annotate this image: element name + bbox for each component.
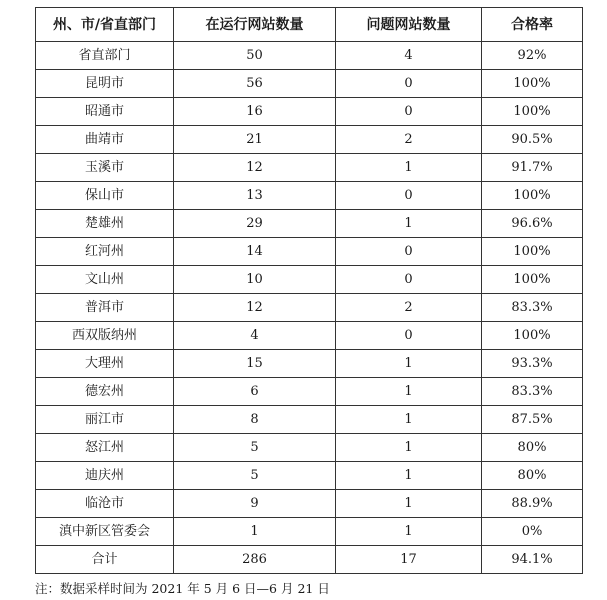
running-sites-cell: 56 [174, 70, 336, 98]
running-sites-cell: 4 [174, 322, 336, 350]
header-pass-rate: 合格率 [482, 8, 583, 42]
region-cell: 合计 [36, 546, 174, 574]
problem-sites-cell: 1 [336, 378, 482, 406]
pass-rate-cell: 80% [482, 462, 583, 490]
pass-rate-cell: 91.7% [482, 154, 583, 182]
problem-sites-cell: 0 [336, 70, 482, 98]
region-cell: 迪庆州 [36, 462, 174, 490]
running-sites-cell: 5 [174, 462, 336, 490]
header-problem-sites: 问题网站数量 [336, 8, 482, 42]
running-sites-cell: 29 [174, 210, 336, 238]
header-running-sites: 在运行网站数量 [174, 8, 336, 42]
running-sites-cell: 16 [174, 98, 336, 126]
running-sites-cell: 21 [174, 126, 336, 154]
table-row [36, 518, 583, 546]
total-row [36, 546, 583, 574]
table-row [36, 182, 583, 210]
document-page [35, 7, 582, 597]
problem-sites-cell: 2 [336, 294, 482, 322]
pass-rate-cell: 100% [482, 98, 583, 126]
problem-sites-cell: 1 [336, 210, 482, 238]
pass-rate-cell: 96.6% [482, 210, 583, 238]
region-cell: 曲靖市 [36, 126, 174, 154]
problem-sites-cell: 0 [336, 98, 482, 126]
problem-sites-cell: 1 [336, 434, 482, 462]
pass-rate-cell: 100% [482, 238, 583, 266]
region-cell: 昭通市 [36, 98, 174, 126]
table-row [36, 266, 583, 294]
problem-sites-cell: 17 [336, 546, 482, 574]
running-sites-cell: 6 [174, 378, 336, 406]
region-cell: 大理州 [36, 350, 174, 378]
pass-rate-cell: 100% [482, 70, 583, 98]
running-sites-cell: 1 [174, 518, 336, 546]
table-row [36, 154, 583, 182]
problem-sites-cell: 1 [336, 154, 482, 182]
region-cell: 保山市 [36, 182, 174, 210]
running-sites-cell: 8 [174, 406, 336, 434]
running-sites-cell: 14 [174, 238, 336, 266]
running-sites-cell: 9 [174, 490, 336, 518]
table-row [36, 126, 583, 154]
problem-sites-cell: 0 [336, 322, 482, 350]
pass-rate-cell: 100% [482, 266, 583, 294]
problem-sites-cell: 1 [336, 518, 482, 546]
pass-rate-cell: 92% [482, 42, 583, 70]
region-cell: 怒江州 [36, 434, 174, 462]
table-row [36, 98, 583, 126]
table-row [36, 210, 583, 238]
running-sites-cell: 286 [174, 546, 336, 574]
pass-rate-cell: 90.5% [482, 126, 583, 154]
table-row [36, 42, 583, 70]
region-cell: 玉溪市 [36, 154, 174, 182]
problem-sites-cell: 2 [336, 126, 482, 154]
table-row [36, 238, 583, 266]
running-sites-cell: 10 [174, 266, 336, 294]
website-inspection-table [35, 7, 583, 574]
problem-sites-cell: 0 [336, 182, 482, 210]
table-body [36, 42, 583, 574]
table-row [36, 294, 583, 322]
running-sites-cell: 50 [174, 42, 336, 70]
pass-rate-cell: 80% [482, 434, 583, 462]
problem-sites-cell: 1 [336, 350, 482, 378]
region-cell: 昆明市 [36, 70, 174, 98]
region-cell: 丽江市 [36, 406, 174, 434]
running-sites-cell: 5 [174, 434, 336, 462]
problem-sites-cell: 4 [336, 42, 482, 70]
problem-sites-cell: 0 [336, 238, 482, 266]
table-row [36, 350, 583, 378]
pass-rate-cell: 0% [482, 518, 583, 546]
running-sites-cell: 12 [174, 294, 336, 322]
pass-rate-cell: 87.5% [482, 406, 583, 434]
table-row [36, 462, 583, 490]
table-row [36, 322, 583, 350]
pass-rate-cell: 83.3% [482, 294, 583, 322]
running-sites-cell: 12 [174, 154, 336, 182]
pass-rate-cell: 100% [482, 322, 583, 350]
table-row [36, 490, 583, 518]
region-cell: 滇中新区管委会 [36, 518, 174, 546]
region-cell: 普洱市 [36, 294, 174, 322]
table-row [36, 378, 583, 406]
problem-sites-cell: 1 [336, 490, 482, 518]
header-region: 州、市/省直部门 [36, 8, 174, 42]
pass-rate-cell: 88.9% [482, 490, 583, 518]
problem-sites-cell: 0 [336, 266, 482, 294]
table-row [36, 70, 583, 98]
region-cell: 文山州 [36, 266, 174, 294]
region-cell: 红河州 [36, 238, 174, 266]
problem-sites-cell: 1 [336, 406, 482, 434]
table-row [36, 406, 583, 434]
region-cell: 德宏州 [36, 378, 174, 406]
region-cell: 临沧市 [36, 490, 174, 518]
table-header-row [36, 8, 583, 42]
problem-sites-cell: 1 [336, 462, 482, 490]
region-cell: 楚雄州 [36, 210, 174, 238]
table-row [36, 434, 583, 462]
pass-rate-cell: 94.1% [482, 546, 583, 574]
pass-rate-cell: 83.3% [482, 378, 583, 406]
region-cell: 省直部门 [36, 42, 174, 70]
footnote: 注：数据采样时间为 2021 年 5 月 6 日—6 月 21 日 [35, 581, 330, 596]
pass-rate-cell: 93.3% [482, 350, 583, 378]
pass-rate-cell: 100% [482, 182, 583, 210]
running-sites-cell: 13 [174, 182, 336, 210]
region-cell: 西双版纳州 [36, 322, 174, 350]
running-sites-cell: 15 [174, 350, 336, 378]
